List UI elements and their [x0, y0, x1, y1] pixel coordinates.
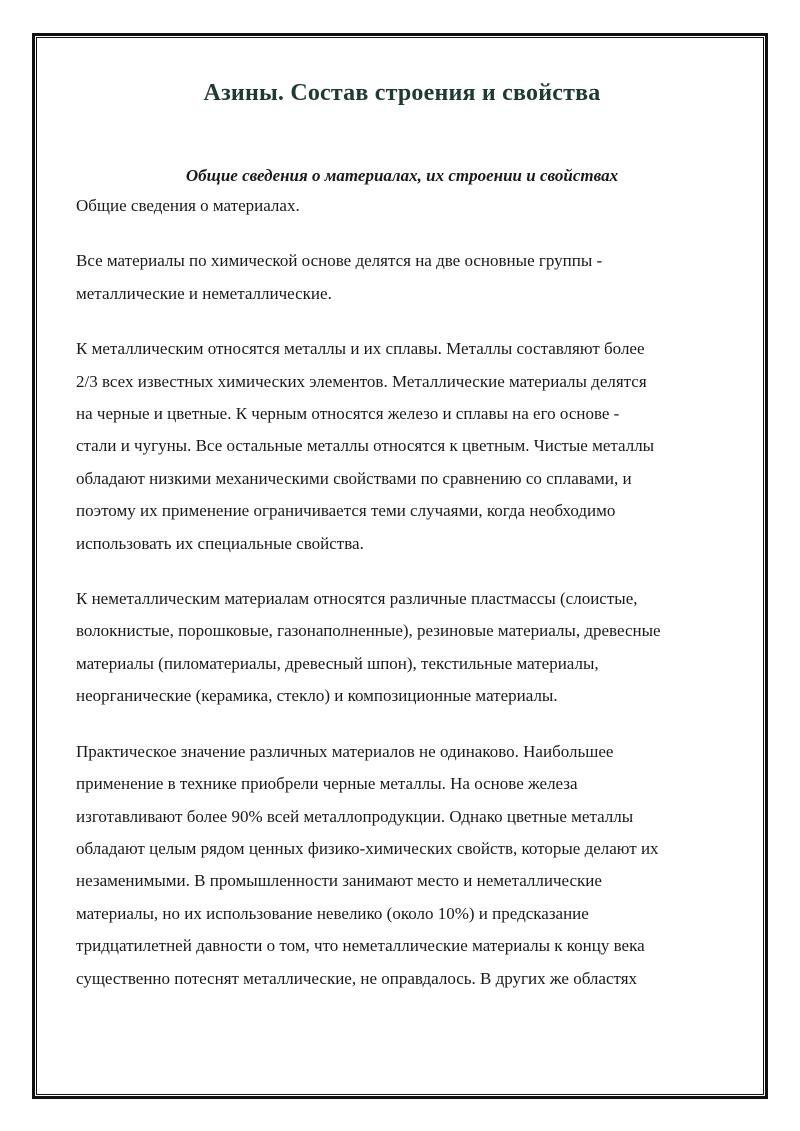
paragraph-line: неорганические (керамика, стекло) и композиционные материалы.: [76, 686, 558, 706]
paragraph-line: использовать их специальные свойства.: [76, 533, 364, 553]
paragraph-line: 2/3 всех известных химических элементов. Металлические материалы делятся: [76, 371, 647, 391]
paragraph-line: изготавливают более 90% всей металлопродукции. Однако цветные металлы: [76, 806, 634, 826]
paragraph-groups: [76, 245, 728, 310]
paragraph-line: обладают низкими механическими свойствами по сравнению со сплавами, и: [76, 468, 632, 488]
paragraph-line: Общие сведения о материалах.: [76, 196, 300, 215]
paragraph-line: металлические и неметаллические.: [76, 283, 332, 303]
paragraph-line: существенно потеснят металлические, не оправдалось. В других же областях: [76, 968, 638, 988]
paragraph-metallic: [76, 333, 728, 560]
paragraph-line: материалы, но их использование невелико (около 10%) и предсказание: [76, 903, 589, 923]
paragraph-line: незаменимыми. В промышленности занимают место и неметаллические: [76, 871, 602, 891]
paragraph-line: на черные и цветные. К черным относятся железо и сплавы на его основе -: [76, 404, 620, 424]
paragraph-nonmetallic: [76, 583, 728, 713]
paragraph-line: Практическое значение различных материалов не одинаково. Наибольшее: [76, 741, 614, 761]
paragraph-practical: [76, 736, 728, 995]
section-subtitle: Общие сведения о материалах, их строении и свойствах: [185, 166, 619, 185]
paragraph-line: материалы (пиломатериалы, древесный шпон), текстильные материалы,: [76, 653, 599, 673]
paragraph-line: К неметаллическим материалам относятся различные пластмассы (слоистые,: [76, 589, 638, 609]
paragraph-line: применение в технике приобрели черные металлы. На основе железа: [76, 774, 578, 794]
paragraph-intro: [76, 190, 728, 222]
paragraph-line: тридцатилетней давности о том, что неметаллические материалы к концу века: [76, 936, 645, 956]
paragraph-line: обладают целым рядом ценных физико-химических свойств, которые делают их: [76, 838, 659, 858]
paragraph-line: стали и чугуны. Все остальные металлы относятся к цветным. Чистые металлы: [76, 436, 655, 456]
paragraph-line: Все материалы по химической основе делятся на две основные группы -: [76, 251, 603, 271]
document-title: Азины. Состав строения и свойства: [203, 80, 601, 106]
paragraph-line: К металлическим относятся металлы и их сплавы. Металлы составляют более: [76, 339, 645, 359]
paragraph-line: поэтому их применение ограничивается теми случаями, когда необходимо: [76, 501, 616, 521]
document-body: [76, 72, 728, 995]
paragraph-line: волокнистые, порошковые, газонаполненные), резиновые материалы, древесные: [76, 621, 661, 641]
